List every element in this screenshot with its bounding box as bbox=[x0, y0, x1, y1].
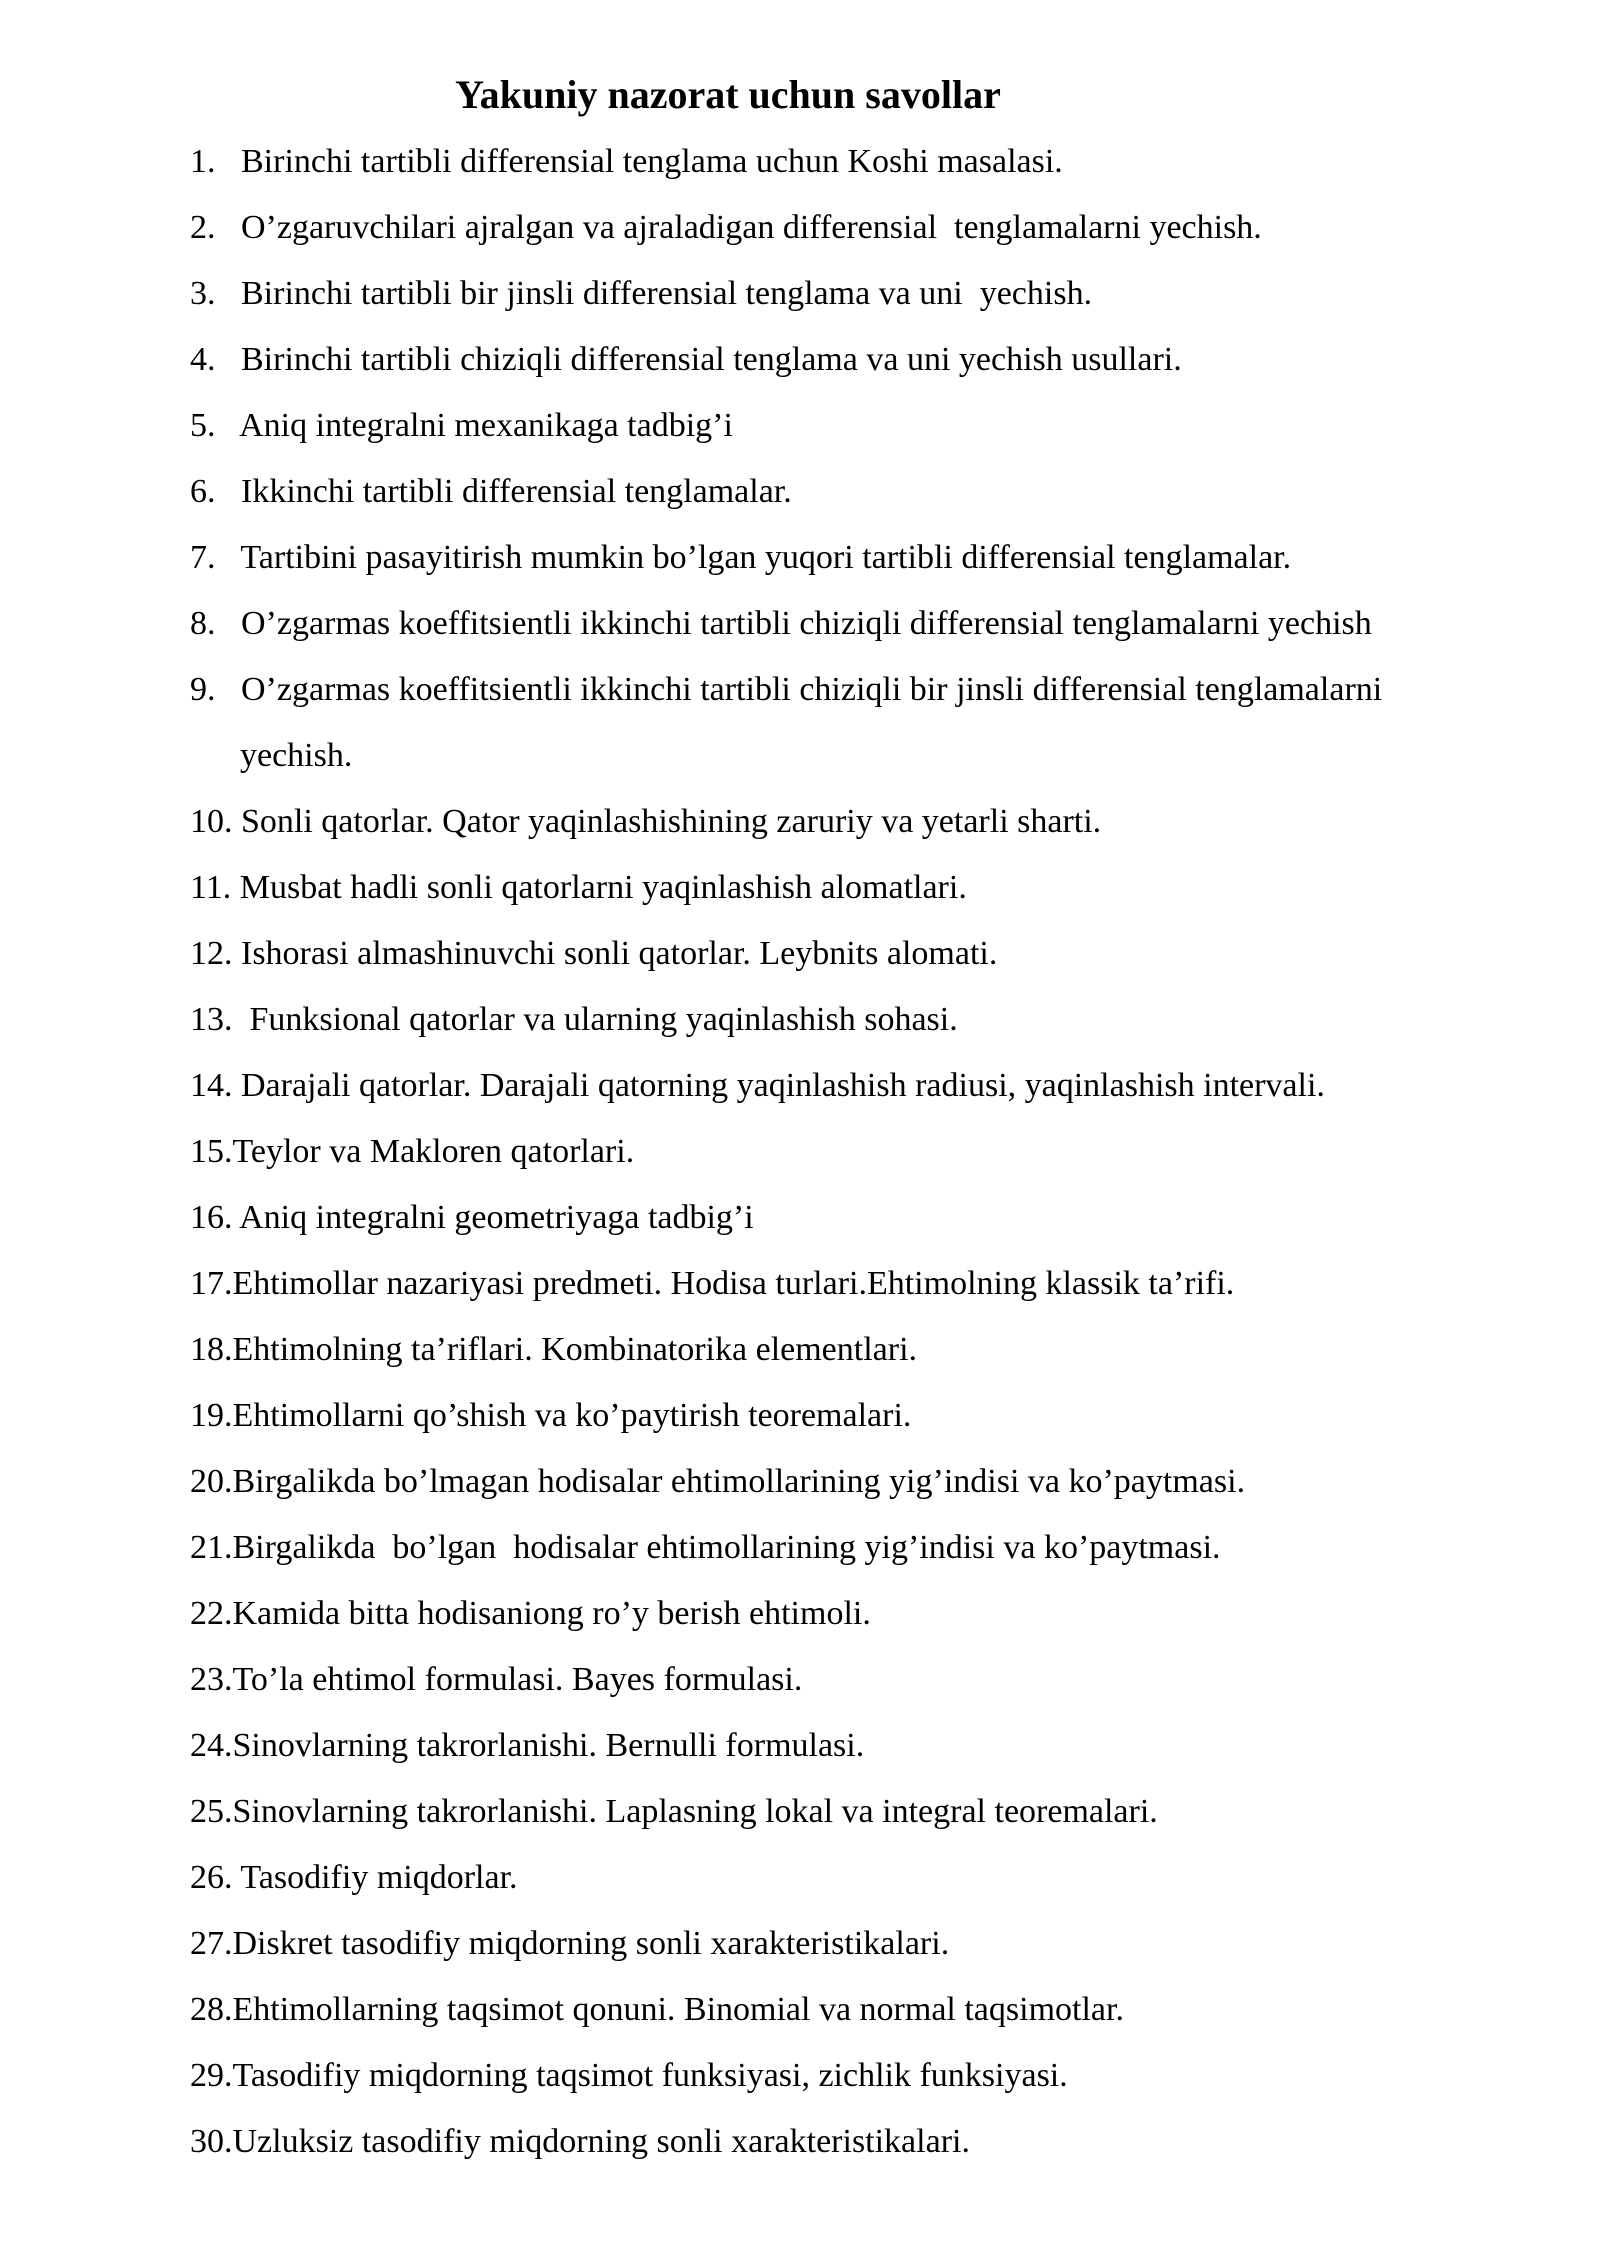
list-item: 10. Sonli qatorlar. Qator yaqinlashishining zaruriy va yetarli sharti. bbox=[190, 803, 1102, 840]
list-item: 26. Tasodifiy miqdorlar. bbox=[190, 1859, 518, 1896]
list-item-continuation: yechish. bbox=[240, 737, 353, 774]
list-item: 16. Aniq integralni geometriyaga tadbig’i bbox=[190, 1199, 754, 1236]
list-item: 19.Ehtimollarni qo’shish va ko’paytirish teoremalari. bbox=[190, 1397, 912, 1434]
list-item: 27.Diskret tasodifiy miqdorning sonli xarakteristikalari. bbox=[190, 1925, 950, 1962]
question-list bbox=[0, 129, 1600, 2175]
list-item: 3. Birinchi tartibli bir jinsli differensial tenglama va uni yechish. bbox=[190, 275, 1093, 312]
list-item: 13. Funksional qatorlar va ularning yaqinlashish sohasi. bbox=[190, 1001, 958, 1038]
list-item: 14. Darajali qatorlar. Darajali qatorning yaqinlashish radiusi, yaqinlashish intervali. bbox=[190, 1067, 1325, 1104]
list-item: 1. Birinchi tartibli differensial tenglama uchun Koshi masalasi. bbox=[190, 143, 1063, 180]
list-item: 12. Ishorasi almashinuvchi sonli qatorlar. Leybnits alomati. bbox=[190, 935, 998, 972]
list-item: 8. O’zgarmas koeffitsientli ikkinchi tartibli chiziqli differensial tenglamalarni yechish bbox=[190, 605, 1372, 642]
list-item: 24.Sinovlarning takrorlanishi. Bernulli formulasi. bbox=[190, 1727, 865, 1764]
list-item: 22.Kamida bitta hodisaniong ro’y berish ehtimoli. bbox=[190, 1595, 871, 1632]
list-item: 18.Ehtimolning ta’riflari. Kombinatorika elementlari. bbox=[190, 1331, 918, 1368]
list-item: 28.Ehtimollarning taqsimot qonuni. Binomial va normal taqsimotlar. bbox=[190, 1991, 1124, 2028]
list-item: 23.To’la ehtimol formulasi. Bayes formulasi. bbox=[190, 1661, 803, 1698]
document-title: Yakuniy nazorat uchun savollar bbox=[455, 72, 1001, 117]
list-item: 29.Tasodifiy miqdorning taqsimot funksiyasi, zichlik funksiyasi. bbox=[190, 2057, 1068, 2094]
list-item: 15.Teylor va Makloren qatorlari. bbox=[190, 1133, 635, 1170]
list-item: 20.Birgalikda bo’lmagan hodisalar ehtimollarining yig’indisi va ko’paytmasi. bbox=[190, 1463, 1246, 1500]
list-item: 4. Birinchi tartibli chiziqli differensial tenglama va uni yechish usullari. bbox=[190, 341, 1182, 378]
list-item: 21.Birgalikda bo’lgan hodisalar ehtimollarining yig’indisi va ko’paytmasi. bbox=[190, 1529, 1221, 1566]
list-item: 2. O’zgaruvchilari ajralgan va ajraladigan differensial tenglamalarni yechish. bbox=[190, 209, 1262, 246]
list-item: 11. Musbat hadli sonli qatorlarni yaqinlashish alomatlari. bbox=[190, 869, 967, 906]
list-item: 6. Ikkinchi tartibli differensial tenglamalar. bbox=[190, 473, 792, 510]
list-item: 5. Aniq integralni mexanikaga tadbig’i bbox=[190, 407, 733, 444]
list-item: 7. Tartibini pasayitirish mumkin bo’lgan yuqori tartibli differensial tenglamalar. bbox=[190, 539, 1292, 576]
list-item: 17.Ehtimollar nazariyasi predmeti. Hodisa turlari.Ehtimolning klassik ta’rifi. bbox=[190, 1265, 1235, 1302]
list-item: 9. O’zgarmas koeffitsientli ikkinchi tartibli chiziqli bir jinsli differensial tenglamalarni bbox=[190, 671, 1383, 708]
list-item: 30.Uzluksiz tasodifiy miqdorning sonli xarakteristikalari. bbox=[190, 2123, 970, 2160]
list-item: 25.Sinovlarning takrorlanishi. Laplasning lokal va integral teoremalari. bbox=[190, 1793, 1158, 1830]
